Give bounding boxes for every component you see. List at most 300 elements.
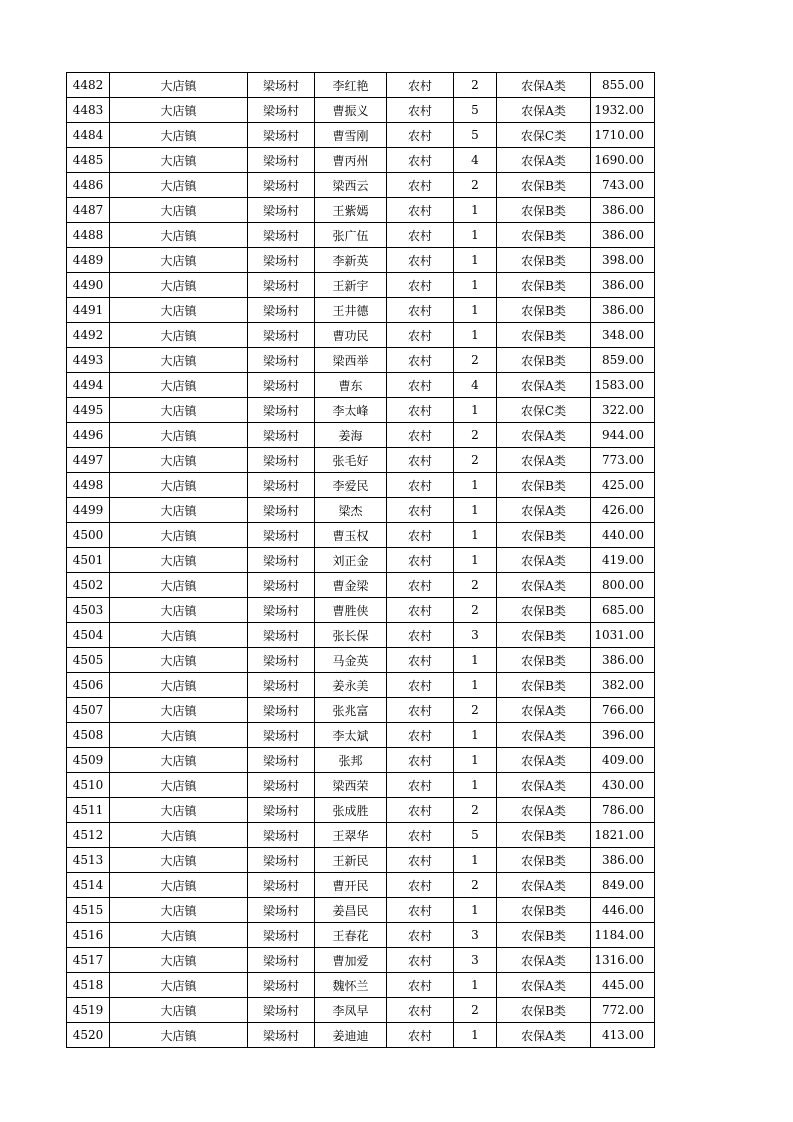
name-cell: 李新英 [315, 248, 387, 273]
household-type-cell: 农村 [387, 823, 454, 848]
village-cell: 梁场村 [248, 148, 315, 173]
village-cell: 梁场村 [248, 273, 315, 298]
household-type-cell: 农村 [387, 723, 454, 748]
insurance-category-cell: 农保A类 [497, 1023, 591, 1048]
village-cell: 梁场村 [248, 698, 315, 723]
village-cell: 梁场村 [248, 223, 315, 248]
amount-cell: 766.00 [591, 698, 655, 723]
village-cell: 梁场村 [248, 923, 315, 948]
name-cell: 李凤早 [315, 998, 387, 1023]
table-row [67, 98, 655, 123]
table-row [67, 848, 655, 873]
town-cell: 大店镇 [110, 498, 248, 523]
insurance-category-cell: 农保B类 [497, 598, 591, 623]
town-cell: 大店镇 [110, 573, 248, 598]
table-row [67, 798, 655, 823]
village-cell: 梁场村 [248, 623, 315, 648]
town-cell: 大店镇 [110, 373, 248, 398]
insurance-category-cell: 农保A类 [497, 798, 591, 823]
insurance-category-cell: 农保B类 [497, 348, 591, 373]
member-count-cell: 2 [454, 698, 497, 723]
name-cell: 王翠华 [315, 823, 387, 848]
data-sheet [66, 72, 654, 1048]
table-row [67, 398, 655, 423]
town-cell: 大店镇 [110, 948, 248, 973]
member-count-cell: 1 [454, 548, 497, 573]
household-type-cell: 农村 [387, 973, 454, 998]
household-type-cell: 农村 [387, 673, 454, 698]
member-count-cell: 2 [454, 798, 497, 823]
household-type-cell: 农村 [387, 73, 454, 98]
village-cell: 梁场村 [248, 948, 315, 973]
village-cell: 梁场村 [248, 898, 315, 923]
town-cell: 大店镇 [110, 998, 248, 1023]
insurance-category-cell: 农保A类 [497, 873, 591, 898]
household-type-cell: 农村 [387, 173, 454, 198]
row-number: 4504 [67, 623, 110, 648]
amount-cell: 849.00 [591, 873, 655, 898]
table-row [67, 823, 655, 848]
name-cell: 梁西云 [315, 173, 387, 198]
name-cell: 梁西举 [315, 348, 387, 373]
name-cell: 魏怀兰 [315, 973, 387, 998]
amount-cell: 772.00 [591, 998, 655, 1023]
member-count-cell: 1 [454, 773, 497, 798]
household-type-cell: 农村 [387, 223, 454, 248]
amount-cell: 348.00 [591, 323, 655, 348]
insurance-category-cell: 农保A类 [497, 573, 591, 598]
insurance-category-cell: 农保A类 [497, 698, 591, 723]
town-cell: 大店镇 [110, 848, 248, 873]
table-row [67, 623, 655, 648]
insurance-category-cell: 农保A类 [497, 748, 591, 773]
amount-cell: 1583.00 [591, 373, 655, 398]
row-number: 4519 [67, 998, 110, 1023]
village-cell: 梁场村 [248, 873, 315, 898]
town-cell: 大店镇 [110, 698, 248, 723]
town-cell: 大店镇 [110, 973, 248, 998]
insurance-category-cell: 农保B类 [497, 823, 591, 848]
insurance-category-cell: 农保A类 [497, 723, 591, 748]
household-type-cell: 农村 [387, 373, 454, 398]
row-number: 4503 [67, 598, 110, 623]
town-cell: 大店镇 [110, 673, 248, 698]
amount-cell: 1932.00 [591, 98, 655, 123]
row-number: 4489 [67, 248, 110, 273]
village-cell: 梁场村 [248, 98, 315, 123]
village-cell: 梁场村 [248, 598, 315, 623]
village-cell: 梁场村 [248, 823, 315, 848]
member-count-cell: 2 [454, 573, 497, 598]
name-cell: 马金英 [315, 648, 387, 673]
village-cell: 梁场村 [248, 573, 315, 598]
insurance-category-cell: 农保A类 [497, 448, 591, 473]
household-type-cell: 农村 [387, 923, 454, 948]
table-row [67, 523, 655, 548]
village-cell: 梁场村 [248, 423, 315, 448]
amount-cell: 386.00 [591, 298, 655, 323]
town-cell: 大店镇 [110, 523, 248, 548]
table-row [67, 473, 655, 498]
row-number: 4501 [67, 548, 110, 573]
name-cell: 张成胜 [315, 798, 387, 823]
insurance-category-cell: 农保B类 [497, 273, 591, 298]
town-cell: 大店镇 [110, 473, 248, 498]
amount-cell: 430.00 [591, 773, 655, 798]
insurance-category-cell: 农保A类 [497, 373, 591, 398]
table-row [67, 148, 655, 173]
village-cell: 梁场村 [248, 973, 315, 998]
village-cell: 梁场村 [248, 648, 315, 673]
amount-cell: 786.00 [591, 798, 655, 823]
insurance-category-cell: 农保B类 [497, 648, 591, 673]
amount-cell: 409.00 [591, 748, 655, 773]
town-cell: 大店镇 [110, 648, 248, 673]
row-number: 4494 [67, 373, 110, 398]
town-cell: 大店镇 [110, 448, 248, 473]
member-count-cell: 2 [454, 423, 497, 448]
household-type-cell: 农村 [387, 98, 454, 123]
row-number: 4484 [67, 123, 110, 148]
amount-cell: 1184.00 [591, 923, 655, 948]
town-cell: 大店镇 [110, 248, 248, 273]
name-cell: 曹胜侠 [315, 598, 387, 623]
insurance-category-cell: 农保A类 [497, 73, 591, 98]
name-cell: 李太斌 [315, 723, 387, 748]
household-type-cell: 农村 [387, 123, 454, 148]
amount-cell: 425.00 [591, 473, 655, 498]
member-count-cell: 1 [454, 298, 497, 323]
amount-cell: 859.00 [591, 348, 655, 373]
table-row [67, 248, 655, 273]
town-cell: 大店镇 [110, 223, 248, 248]
town-cell: 大店镇 [110, 548, 248, 573]
amount-cell: 440.00 [591, 523, 655, 548]
household-type-cell: 农村 [387, 198, 454, 223]
table-row [67, 573, 655, 598]
household-type-cell: 农村 [387, 423, 454, 448]
member-count-cell: 1 [454, 898, 497, 923]
insurance-category-cell: 农保B类 [497, 673, 591, 698]
village-cell: 梁场村 [248, 173, 315, 198]
village-cell: 梁场村 [248, 548, 315, 573]
table-row [67, 373, 655, 398]
town-cell: 大店镇 [110, 398, 248, 423]
amount-cell: 386.00 [591, 223, 655, 248]
insurance-category-cell: 农保B类 [497, 173, 591, 198]
town-cell: 大店镇 [110, 298, 248, 323]
name-cell: 刘正金 [315, 548, 387, 573]
member-count-cell: 5 [454, 98, 497, 123]
name-cell: 姜昌民 [315, 898, 387, 923]
insurance-category-cell: 农保A类 [497, 548, 591, 573]
household-type-cell: 农村 [387, 573, 454, 598]
town-cell: 大店镇 [110, 823, 248, 848]
row-number: 4490 [67, 273, 110, 298]
member-count-cell: 2 [454, 448, 497, 473]
amount-cell: 386.00 [591, 848, 655, 873]
insurance-category-cell: 农保B类 [497, 473, 591, 498]
member-count-cell: 2 [454, 173, 497, 198]
amount-cell: 743.00 [591, 173, 655, 198]
amount-cell: 322.00 [591, 398, 655, 423]
town-cell: 大店镇 [110, 98, 248, 123]
member-count-cell: 1 [454, 523, 497, 548]
table-row [67, 998, 655, 1023]
row-number: 4511 [67, 798, 110, 823]
member-count-cell: 1 [454, 673, 497, 698]
member-count-cell: 1 [454, 198, 497, 223]
insurance-category-cell: 农保B类 [497, 623, 591, 648]
village-cell: 梁场村 [248, 123, 315, 148]
name-cell: 姜海 [315, 423, 387, 448]
name-cell: 李太峰 [315, 398, 387, 423]
member-count-cell: 3 [454, 923, 497, 948]
member-count-cell: 2 [454, 998, 497, 1023]
town-cell: 大店镇 [110, 423, 248, 448]
member-count-cell: 2 [454, 73, 497, 98]
name-cell: 张毛好 [315, 448, 387, 473]
table-row [67, 698, 655, 723]
name-cell: 曹功民 [315, 323, 387, 348]
town-cell: 大店镇 [110, 1023, 248, 1048]
amount-cell: 445.00 [591, 973, 655, 998]
name-cell: 梁杰 [315, 498, 387, 523]
table-row [67, 73, 655, 98]
member-count-cell: 1 [454, 223, 497, 248]
amount-cell: 800.00 [591, 573, 655, 598]
row-number: 4495 [67, 398, 110, 423]
name-cell: 曹加爱 [315, 948, 387, 973]
insurance-category-cell: 农保B类 [497, 923, 591, 948]
town-cell: 大店镇 [110, 348, 248, 373]
town-cell: 大店镇 [110, 273, 248, 298]
insurance-category-cell: 农保A类 [497, 423, 591, 448]
town-cell: 大店镇 [110, 173, 248, 198]
table-row [67, 648, 655, 673]
household-type-cell: 农村 [387, 998, 454, 1023]
row-number: 4492 [67, 323, 110, 348]
insurance-category-cell: 农保A类 [497, 148, 591, 173]
table-row [67, 773, 655, 798]
row-number: 4488 [67, 223, 110, 248]
member-count-cell: 3 [454, 623, 497, 648]
table-row [67, 123, 655, 148]
member-count-cell: 1 [454, 973, 497, 998]
amount-cell: 382.00 [591, 673, 655, 698]
row-number: 4517 [67, 948, 110, 973]
table-row [67, 973, 655, 998]
insurance-category-cell: 农保B类 [497, 898, 591, 923]
name-cell: 王新民 [315, 848, 387, 873]
household-type-cell: 农村 [387, 498, 454, 523]
row-number: 4500 [67, 523, 110, 548]
row-number: 4497 [67, 448, 110, 473]
amount-cell: 1690.00 [591, 148, 655, 173]
village-cell: 梁场村 [248, 248, 315, 273]
records-table [66, 72, 655, 1048]
town-cell: 大店镇 [110, 623, 248, 648]
town-cell: 大店镇 [110, 773, 248, 798]
household-type-cell: 农村 [387, 148, 454, 173]
household-type-cell: 农村 [387, 1023, 454, 1048]
member-count-cell: 1 [454, 848, 497, 873]
amount-cell: 1316.00 [591, 948, 655, 973]
row-number: 4499 [67, 498, 110, 523]
member-count-cell: 1 [454, 248, 497, 273]
name-cell: 曹金梁 [315, 573, 387, 598]
amount-cell: 1710.00 [591, 123, 655, 148]
table-row [67, 723, 655, 748]
name-cell: 姜迪迪 [315, 1023, 387, 1048]
name-cell: 张兆富 [315, 698, 387, 723]
row-number: 4502 [67, 573, 110, 598]
household-type-cell: 农村 [387, 898, 454, 923]
household-type-cell: 农村 [387, 873, 454, 898]
insurance-category-cell: 农保C类 [497, 398, 591, 423]
row-number: 4482 [67, 73, 110, 98]
village-cell: 梁场村 [248, 298, 315, 323]
row-number: 4505 [67, 648, 110, 673]
household-type-cell: 农村 [387, 623, 454, 648]
member-count-cell: 4 [454, 373, 497, 398]
amount-cell: 419.00 [591, 548, 655, 573]
village-cell: 梁场村 [248, 448, 315, 473]
member-count-cell: 4 [454, 148, 497, 173]
insurance-category-cell: 农保B类 [497, 298, 591, 323]
insurance-category-cell: 农保B类 [497, 198, 591, 223]
insurance-category-cell: 农保B类 [497, 248, 591, 273]
village-cell: 梁场村 [248, 773, 315, 798]
name-cell: 王新宇 [315, 273, 387, 298]
amount-cell: 1031.00 [591, 623, 655, 648]
amount-cell: 386.00 [591, 273, 655, 298]
village-cell: 梁场村 [248, 323, 315, 348]
village-cell: 梁场村 [248, 523, 315, 548]
row-number: 4516 [67, 923, 110, 948]
household-type-cell: 农村 [387, 248, 454, 273]
table-row [67, 323, 655, 348]
name-cell: 曹东 [315, 373, 387, 398]
amount-cell: 413.00 [591, 1023, 655, 1048]
row-number: 4487 [67, 198, 110, 223]
amount-cell: 944.00 [591, 423, 655, 448]
row-number: 4498 [67, 473, 110, 498]
village-cell: 梁场村 [248, 373, 315, 398]
row-number: 4507 [67, 698, 110, 723]
member-count-cell: 1 [454, 748, 497, 773]
table-row [67, 198, 655, 223]
table-row [67, 273, 655, 298]
amount-cell: 396.00 [591, 723, 655, 748]
row-number: 4483 [67, 98, 110, 123]
table-row [67, 548, 655, 573]
insurance-category-cell: 农保B类 [497, 323, 591, 348]
amount-cell: 426.00 [591, 498, 655, 523]
member-count-cell: 1 [454, 723, 497, 748]
name-cell: 李红艳 [315, 73, 387, 98]
member-count-cell: 1 [454, 648, 497, 673]
household-type-cell: 农村 [387, 698, 454, 723]
household-type-cell: 农村 [387, 323, 454, 348]
row-number: 4496 [67, 423, 110, 448]
member-count-cell: 2 [454, 348, 497, 373]
village-cell: 梁场村 [248, 198, 315, 223]
town-cell: 大店镇 [110, 123, 248, 148]
amount-cell: 386.00 [591, 198, 655, 223]
household-type-cell: 农村 [387, 298, 454, 323]
name-cell: 曹振义 [315, 98, 387, 123]
household-type-cell: 农村 [387, 648, 454, 673]
member-count-cell: 3 [454, 948, 497, 973]
village-cell: 梁场村 [248, 498, 315, 523]
town-cell: 大店镇 [110, 723, 248, 748]
table-row [67, 748, 655, 773]
insurance-category-cell: 农保A类 [497, 773, 591, 798]
table-row [67, 348, 655, 373]
table-row [67, 423, 655, 448]
insurance-category-cell: 农保C类 [497, 123, 591, 148]
village-cell: 梁场村 [248, 348, 315, 373]
insurance-category-cell: 农保B类 [497, 223, 591, 248]
amount-cell: 398.00 [591, 248, 655, 273]
name-cell: 李爱民 [315, 473, 387, 498]
table-row [67, 1023, 655, 1048]
village-cell: 梁场村 [248, 73, 315, 98]
insurance-category-cell: 农保B类 [497, 848, 591, 873]
name-cell: 王井德 [315, 298, 387, 323]
name-cell: 王春花 [315, 923, 387, 948]
name-cell: 张邦 [315, 748, 387, 773]
amount-cell: 1821.00 [591, 823, 655, 848]
town-cell: 大店镇 [110, 148, 248, 173]
village-cell: 梁场村 [248, 798, 315, 823]
table-row [67, 673, 655, 698]
row-number: 4513 [67, 848, 110, 873]
household-type-cell: 农村 [387, 848, 454, 873]
name-cell: 王紫嫣 [315, 198, 387, 223]
household-type-cell: 农村 [387, 273, 454, 298]
row-number: 4493 [67, 348, 110, 373]
row-number: 4510 [67, 773, 110, 798]
amount-cell: 685.00 [591, 598, 655, 623]
town-cell: 大店镇 [110, 898, 248, 923]
town-cell: 大店镇 [110, 323, 248, 348]
table-row [67, 948, 655, 973]
row-number: 4518 [67, 973, 110, 998]
member-count-cell: 1 [454, 498, 497, 523]
member-count-cell: 1 [454, 398, 497, 423]
member-count-cell: 1 [454, 1023, 497, 1048]
household-type-cell: 农村 [387, 548, 454, 573]
village-cell: 梁场村 [248, 748, 315, 773]
household-type-cell: 农村 [387, 948, 454, 973]
household-type-cell: 农村 [387, 348, 454, 373]
member-count-cell: 2 [454, 598, 497, 623]
table-row [67, 223, 655, 248]
row-number: 4486 [67, 173, 110, 198]
town-cell: 大店镇 [110, 873, 248, 898]
name-cell: 曹开民 [315, 873, 387, 898]
name-cell: 梁西荣 [315, 773, 387, 798]
village-cell: 梁场村 [248, 998, 315, 1023]
insurance-category-cell: 农保B类 [497, 523, 591, 548]
row-number: 4485 [67, 148, 110, 173]
row-number: 4514 [67, 873, 110, 898]
name-cell: 曹丙州 [315, 148, 387, 173]
household-type-cell: 农村 [387, 398, 454, 423]
row-number: 4508 [67, 723, 110, 748]
